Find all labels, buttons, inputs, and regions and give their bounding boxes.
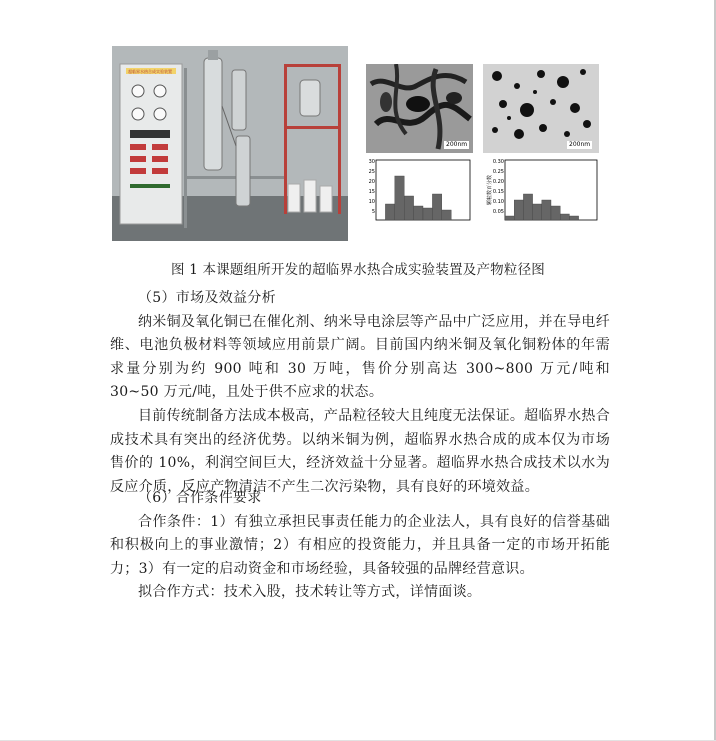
histogram-2-y-label: 颗粒数百分数 [487, 174, 493, 206]
histogram-1-bar [404, 196, 413, 220]
section-5-heading: （5）市场及效益分析 [138, 290, 276, 306]
section-5-paragraph-1: 纳米铜及氧化铜已在催化剂、纳米导电涂层等产品中广泛应用，并在导电纤维、电池负极材料等领域应用前景广阔。目前国内纳米铜及氧化铜粉体的年需求量分别为约 900 吨和 30 万吨，售价分别高达 300~800 万元/吨和 30~50 万元/吨，且处于供不应求的状态。 [110, 313, 610, 401]
sem1-scale-label: 200nm [446, 141, 468, 148]
histogram-1-bar [395, 176, 404, 220]
histogram-2 [483, 158, 599, 224]
histogram-1-bar [432, 194, 441, 220]
histogram-2-bar [551, 206, 560, 220]
histogram-1-y-tick: 5 [371, 209, 375, 215]
histogram-2-plot [483, 158, 599, 224]
histogram-2-bar [569, 216, 578, 220]
histogram-1 [366, 158, 473, 224]
section-6-heading: （6）合作条件要求 [138, 490, 262, 506]
histogram-1-y-tick: 15 [368, 189, 375, 195]
section-6 [110, 487, 610, 605]
histogram-1-bar [423, 208, 432, 220]
sem-image-2 [483, 64, 599, 153]
histogram-2-y-tick: 0.05 [492, 209, 504, 215]
histogram-1-bar [385, 204, 394, 220]
histogram-1-y-tick: 20 [368, 179, 375, 185]
histogram-1-bar [442, 210, 451, 220]
histogram-2-bar [514, 200, 523, 220]
sem2-scale-label: 200nm [569, 141, 591, 148]
photo-cabinet-label: 超临界水热合成实验装置 [128, 69, 172, 74]
histogram-2-bar [533, 204, 542, 220]
histogram-2-y-tick: 0.25 [492, 169, 504, 175]
section-5-paragraph-2: 目前传统制备方法成本极高，产品粒径较大且纯度无法保证。超临界水热合成技术具有突出的经济优势。以纳米铜为例，超临界水热合成的成本仅为市场售价的 10%，利润空间巨大，经济效益十分显著。超临界水热合成技术以水为反应介质，反应产物清洁不产生二次污染物，具有良好的环境效益。 [110, 407, 610, 495]
histogram-2-bar [523, 194, 532, 220]
histogram-2-bar [560, 214, 569, 220]
histogram-2-bar [505, 216, 514, 220]
histogram-2-bar [542, 200, 551, 220]
histogram-1-bar [414, 206, 423, 220]
histogram-1-y-tick: 25 [368, 169, 375, 175]
section-6-paragraph-2: 拟合作方式：技术入股，技术转让等方式，详情面谈。 [138, 584, 482, 601]
section-5 [110, 287, 610, 499]
histogram-1-y-tick: 10 [368, 199, 375, 205]
figure-caption: 图 1 本课题组所开发的超临界水热合成实验装置及产物粒径图 [171, 262, 545, 278]
histogram-2-y-tick: 0.10 [492, 199, 504, 205]
sem-image-1 [366, 64, 473, 153]
histogram-1-plot [366, 158, 473, 224]
histogram-1-y-tick: 30 [368, 159, 375, 165]
histogram-2-y-tick: 0.20 [492, 179, 504, 185]
histogram-2-y-tick: 0.15 [492, 189, 504, 195]
section-6-paragraph-1: 合作条件：1）有独立承担民事责任能力的企业法人，具有良好的信誉基础和积极向上的事业激情；2）有相应的投资能力，并且具备一定的市场开拓能力；3）有一定的启动资金和市场经验，具备较强的品牌经营意识。 [110, 513, 610, 577]
histogram-2-y-tick: 0.30 [492, 159, 504, 165]
equipment-photo [112, 46, 348, 241]
